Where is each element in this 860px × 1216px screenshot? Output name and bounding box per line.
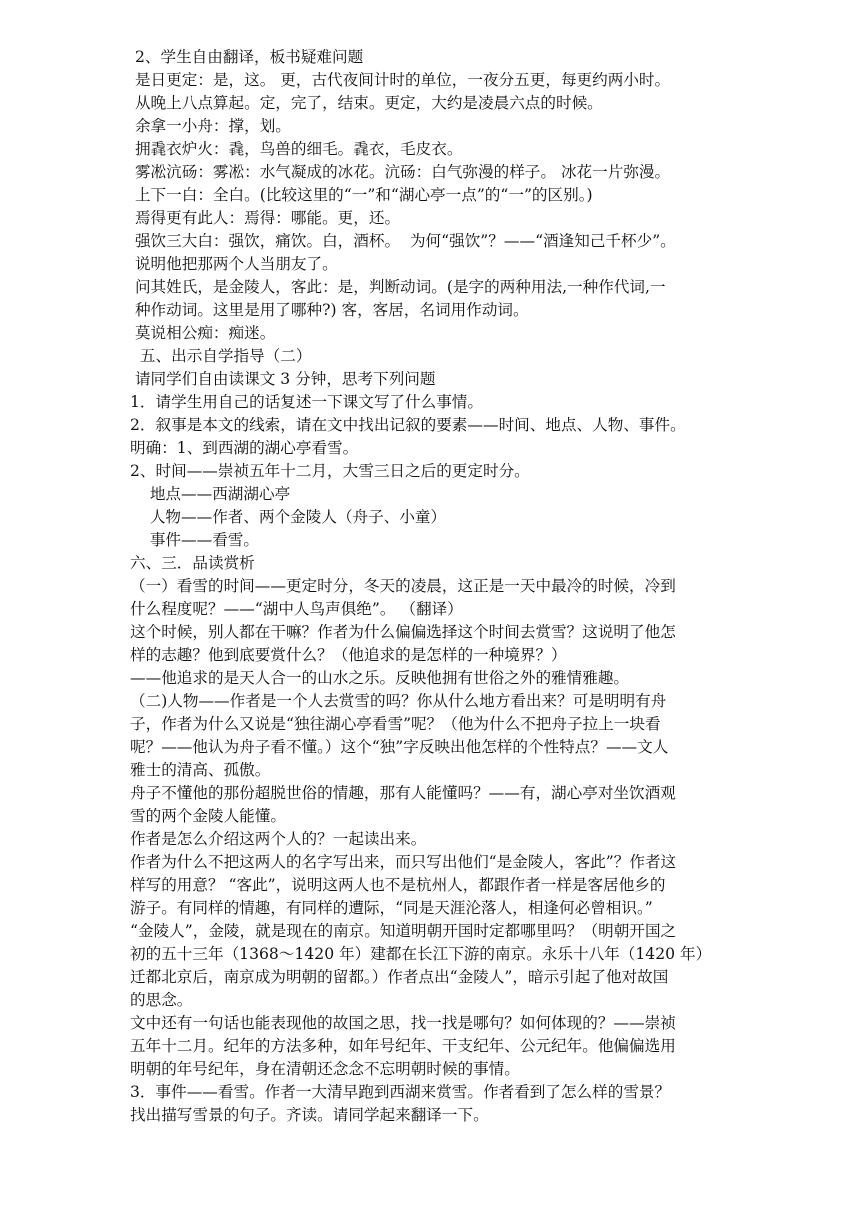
text-line: 请同学们自由读课文 3 分钟，思考下列问题 [130, 370, 436, 388]
text-line: “金陵人”，金陵，就是现在的南京。知道明朝开国时定都哪里吗？（明朝开国之 [130, 922, 677, 940]
text-line: 莫说相公痴：痴迷。 [130, 324, 276, 342]
text-line: 文中还有一句话也能表现他的故国之思，找一找是哪句？如何体现的？——崇祯 [130, 1014, 676, 1032]
text-line: 2、学生自由翻译，板书疑难问题 [130, 48, 364, 66]
text-line: 强饮三大白：强饮，痛饮。白，酒杯。 为何“强饮”？——“酒逢知己千杯少”。 [130, 232, 676, 250]
text-line: 是日更定：是，这。 更，古代夜间计时的单位，一夜分五更，每更约两小时。 [130, 71, 671, 89]
text-line: 从晚上八点算起。定，完了，结束。更定，大约是凌晨六点的时候。 [130, 94, 603, 112]
section-heading: 五、出示自学指导（二） [130, 347, 312, 365]
text-line: 余拿一小舟：撑，划。 [130, 117, 291, 135]
text-line: 明确：1、到西湖的湖心亭看雪。 [130, 439, 359, 457]
text-line: 什么程度呢？——“湖中人鸟声俱绝”。 （翻译） [130, 600, 463, 618]
text-line: 雅士的清高、孤傲。 [130, 761, 271, 779]
text-line: （一）看雪的时间——更定时分，冬天的凌晨，这正是一天中最冷的时候，冷到 [130, 577, 676, 595]
text-line: 舟子不懂他的那份超脱世俗的情趣，那有人能懂吗？——有，湖心亭对坐饮酒观 [130, 784, 676, 802]
text-line: 2、时间——崇祯五年十二月，大雪三日之后的更定时分。 [130, 462, 530, 480]
text-line: 地点——西湖湖心亭 [130, 485, 291, 503]
text-line: 作者是怎么介绍这两个人的？一起读出来。 [130, 830, 427, 848]
text-line: 作者为什么不把这两人的名字写出来，而只写出他们“是金陵人，客此”？作者这 [130, 853, 677, 871]
text-line: 人物——作者、两个金陵人（舟子、小童） [130, 508, 447, 526]
text-line: 样的志趣？他到底要赏什么？（他追求的是怎样的一种境界？） [130, 646, 567, 664]
text-line: 雪的两个金陵人能懂。 [130, 807, 286, 825]
text-line: 种作动词。这里是用了哪种?) 客，客居，名词用作动词。 [130, 301, 529, 319]
text-line: ——他追求的是天人合一的山水之乐。反映他拥有世俗之外的雅情雅趣。 [130, 669, 630, 687]
text-line: 1．请学生用自己的话复述一下课文写了什么事情。 [130, 393, 483, 411]
text-line: 子，作者为什么又说是“独往湖心亭看雪”呢？（他为什么不把舟子拉上一块看 [130, 715, 661, 733]
text-line: 明朝的年号纪年，身在清朝还念念不忘明朝时候的事情。 [130, 1060, 520, 1078]
text-line: （二)人物——作者是一个人去赏雪的吗？你从什么地方看出来？可是明明有舟 [130, 692, 667, 710]
text-line: 事件——看雪。 [130, 531, 259, 549]
text-line: 样写的用意？ “客此”，说明这两人也不是杭州人，都跟作者一样是客居他乡的 [130, 876, 666, 894]
text-line: 找出描写雪景的句子。齐读。请同学起来翻译一下。 [130, 1106, 489, 1124]
text-line: 3．事件——看雪。作者一大清早跑到西湖来赏雪。作者看到了怎么样的雪景？ [130, 1083, 671, 1101]
text-line: 游子。有同样的情趣，有同样的遭际，“同是天涯沦落人，相逢何必曾相识。” [130, 899, 653, 917]
text-line: 2．叙事是本文的线索，请在文中找出记叙的要素——时间、地点、人物、事件。 [130, 416, 686, 434]
text-line: 五年十二月。纪年的方法多种，如年号纪年、干支纪年、公元纪年。他偏偏选用 [130, 1037, 676, 1055]
text-line: 的思念。 [130, 991, 193, 1009]
section-heading: 六、三．品读赏析 [130, 554, 255, 572]
text-line: 雾凇沆砀：雾凇：水气凝成的冰花。沆砀：白气弥漫的样子。 冰花一片弥漫。 [130, 163, 671, 181]
text-line: 焉得更有此人：焉得：哪能。更，还。 [130, 209, 401, 227]
text-line: 这个时候，别人都在干嘛？作者为什么偏偏选择这个时间去赏雪？这说明了他怎 [130, 623, 676, 641]
text-line: 呢？——他认为舟子看不懂。）这个“独”字反映出他怎样的个性特点？——文人 [130, 738, 669, 756]
text-line: 上下一白：全白。(比较这里的“一”和“湖心亭一点”的“一”的区别。) [130, 186, 593, 204]
text-line: 初的五十三年（1368～1420 年）建都在长江下游的南京。永乐十八年（1420 年） [130, 945, 712, 963]
text-line: 问其姓氏，是金陵人，客此：是，判断动词。(是字的两种用法,一种作代词,一 [130, 278, 666, 296]
text-line: 拥毳衣炉火：毳，鸟兽的细毛。毳衣，毛皮衣。 [130, 140, 463, 158]
text-line: 迁都北京后，南京成为明朝的留都。）作者点出“金陵人”，暗示引起了他对故国 [130, 968, 669, 986]
text-line: 说明他把那两个人当朋友了。 [130, 255, 338, 273]
